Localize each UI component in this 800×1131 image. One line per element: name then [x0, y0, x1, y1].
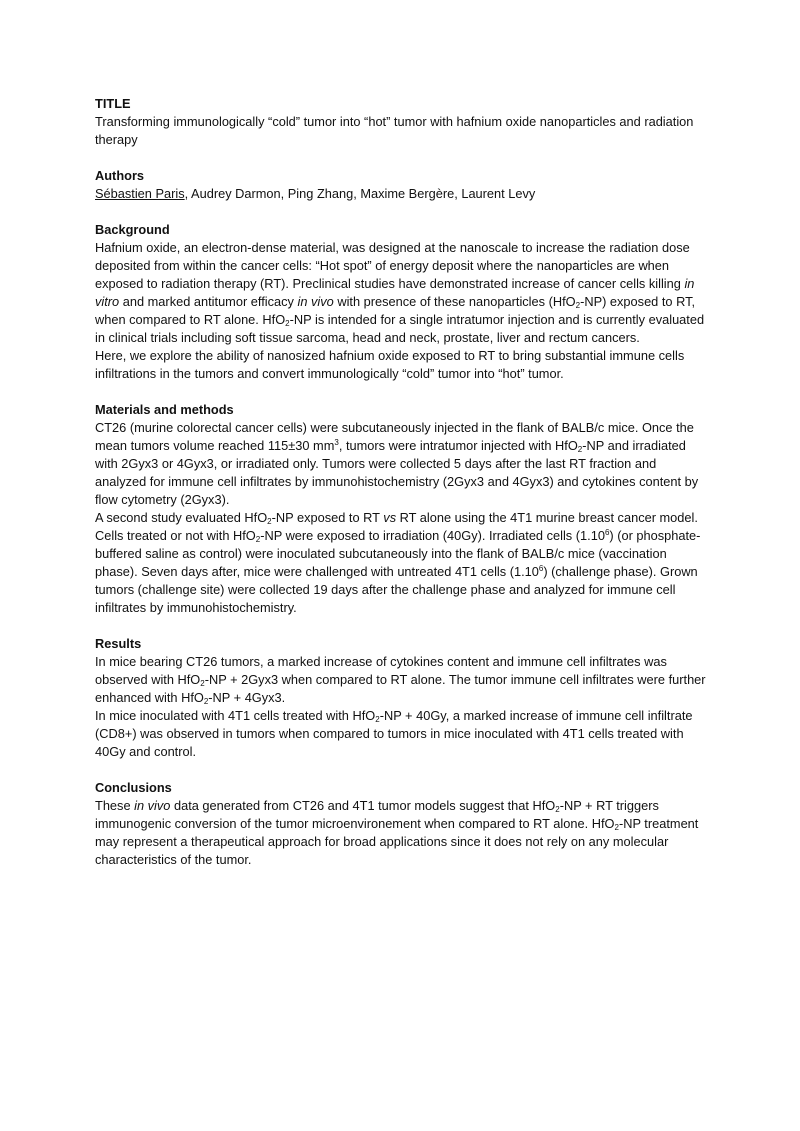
text-run: -NP treatment may represent a therapeutical approach for broad applications since it does not rely on any molecular characteristics of the tumor.	[95, 816, 699, 867]
text-run: RT alone using the 4T1 murine breast cancer model. Cells treated or not with HfO	[95, 510, 698, 543]
italic-text: in vitro	[95, 276, 695, 309]
superscript: 6	[538, 564, 544, 573]
presenting-author: Sébastien Paris	[95, 186, 185, 201]
subscript: 2	[255, 535, 261, 544]
methods-section	[95, 401, 710, 617]
conclusions-paragraph	[95, 797, 710, 869]
authors-list	[95, 185, 710, 203]
methods-heading: Materials and methods	[95, 402, 234, 417]
authors-section	[95, 167, 710, 203]
document-body	[95, 95, 710, 887]
background-heading: Background	[95, 222, 170, 237]
text-run: Hafnium oxide, an electron-dense material, was designed at the nanoscale to increase the radiation dose deposited from within the cancer cells: “Hot spot” of energy deposit where the nanoparticles are when exposed to radiation therapy (RT). Preclinical studies have demonstrated increase of cancer cells killing	[95, 240, 690, 291]
subscript: 2	[203, 697, 209, 706]
text-run: ) (or phosphate-buffered saline as control) were inoculated subcutaneously into the flank of BALB/c mice (vaccination phase). Seven days after, mice were challenged with untreated 4T1 cells (1.10	[95, 528, 701, 579]
italic-text: in vivo	[134, 798, 171, 813]
text-run: -NP + 2Gyx3 when compared to RT alone. The tumor immune cell infiltrates were further enhanced with HfO	[95, 672, 706, 705]
text-run: -NP + 40Gy, a marked increase of immune cell infiltrate (CD8+) was observed in tumors when compared to tumors in mice inoculated with 4T1 cells treated with 40Gy and control.	[95, 708, 693, 759]
text-run: -NP and irradiated with 2Gyx3 or 4Gyx3, or irradiated only. Tumors were collected 5 days after the last RT fraction and analyzed for immune cell infiltrates by immunohistochemistry (2Gyx3 and 4Gyx3) and cytokines content by flow cytometry (2Gyx3).	[95, 438, 699, 507]
title-text: Transforming immunologically “cold” tumor into “hot” tumor with hafnium oxide nanoparticles and radiation therapy	[95, 114, 694, 147]
title-heading: TITLE	[95, 96, 131, 111]
subscript: 2	[285, 319, 290, 328]
subscript: 2	[614, 823, 619, 832]
text-run: -NP exposed to RT	[271, 510, 384, 525]
authors-heading: Authors	[95, 168, 145, 183]
subscript: 2	[375, 715, 380, 724]
methods-paragraph-1	[95, 419, 710, 509]
background-section	[95, 221, 710, 383]
text-run: data generated from CT26 and 4T1 tumor models suggest that HfO	[170, 798, 556, 813]
superscript: 3	[334, 438, 339, 447]
subscript: 2	[577, 445, 583, 454]
subscript: 2	[575, 301, 581, 310]
results-section	[95, 635, 710, 761]
methods-paragraph-2	[95, 509, 710, 617]
co-authors: , Audrey Darmon, Ping Zhang, Maxime Bergère, Laurent Levy	[184, 186, 536, 201]
text-run: -NP + 4Gyx3.	[208, 690, 286, 705]
text-run: A second study evaluated HfO	[95, 510, 268, 525]
title-section	[95, 95, 710, 149]
text-run: In mice inoculated with 4T1 cells treated with HfO	[95, 708, 376, 723]
text-run: , tumors were intratumor injected with HfO	[338, 438, 578, 453]
text-run: and marked antitumor efficacy	[119, 294, 298, 309]
text-run: -NP) exposed to RT, when compared to RT alone. HfO	[95, 294, 696, 327]
superscript: 6	[604, 528, 610, 537]
results-heading: Results	[95, 636, 142, 651]
text-run: -NP were exposed to irradiation (40Gy). Irradiated cells (1.10	[260, 528, 605, 543]
conclusions-heading: Conclusions	[95, 780, 172, 795]
text-run: with presence of these nanoparticles (HfO	[333, 294, 576, 309]
background-paragraph-2: Here, we explore the ability of nanosized hafnium oxide exposed to RT to bring substantial immune cells infiltrations in the tumors and convert immunologically “cold” tumor into “hot” tumor.	[95, 348, 685, 381]
text-run: -NP + RT triggers immunogenic conversion of the tumor microenvironement when compared to RT alone. HfO	[95, 798, 659, 831]
text-run: ) (challenge phase). Grown tumors (challenge site) were collected 19 days after the challenge phase and analyzed for immune cell infiltrates by immunohistochemistry.	[95, 564, 698, 615]
subscript: 2	[555, 805, 560, 814]
text-run: These	[95, 798, 135, 813]
conclusions-section	[95, 779, 710, 869]
results-paragraph-1	[95, 653, 710, 707]
subscript: 2	[267, 517, 272, 526]
subscript: 2	[200, 679, 205, 688]
background-paragraph-1	[95, 239, 710, 347]
text-run: -NP is intended for a single intratumor injection and is currently evaluated in clinical trials including soft tissue sarcoma, head and neck, prostate, liver and rectum cancers.	[95, 312, 705, 345]
italic-text: vs	[383, 510, 397, 525]
results-paragraph-2	[95, 707, 710, 761]
italic-text: in vivo	[297, 294, 334, 309]
text-run: In mice bearing CT26 tumors, a marked increase of cytokines content and immune cell infiltrates was observed with HfO	[95, 654, 667, 687]
text-run: CT26 (murine colorectal cancer cells) were subcutaneously injected in the flank of BALB/c mice. Once the mean tumors volume reached 115±30 mm	[95, 420, 694, 453]
